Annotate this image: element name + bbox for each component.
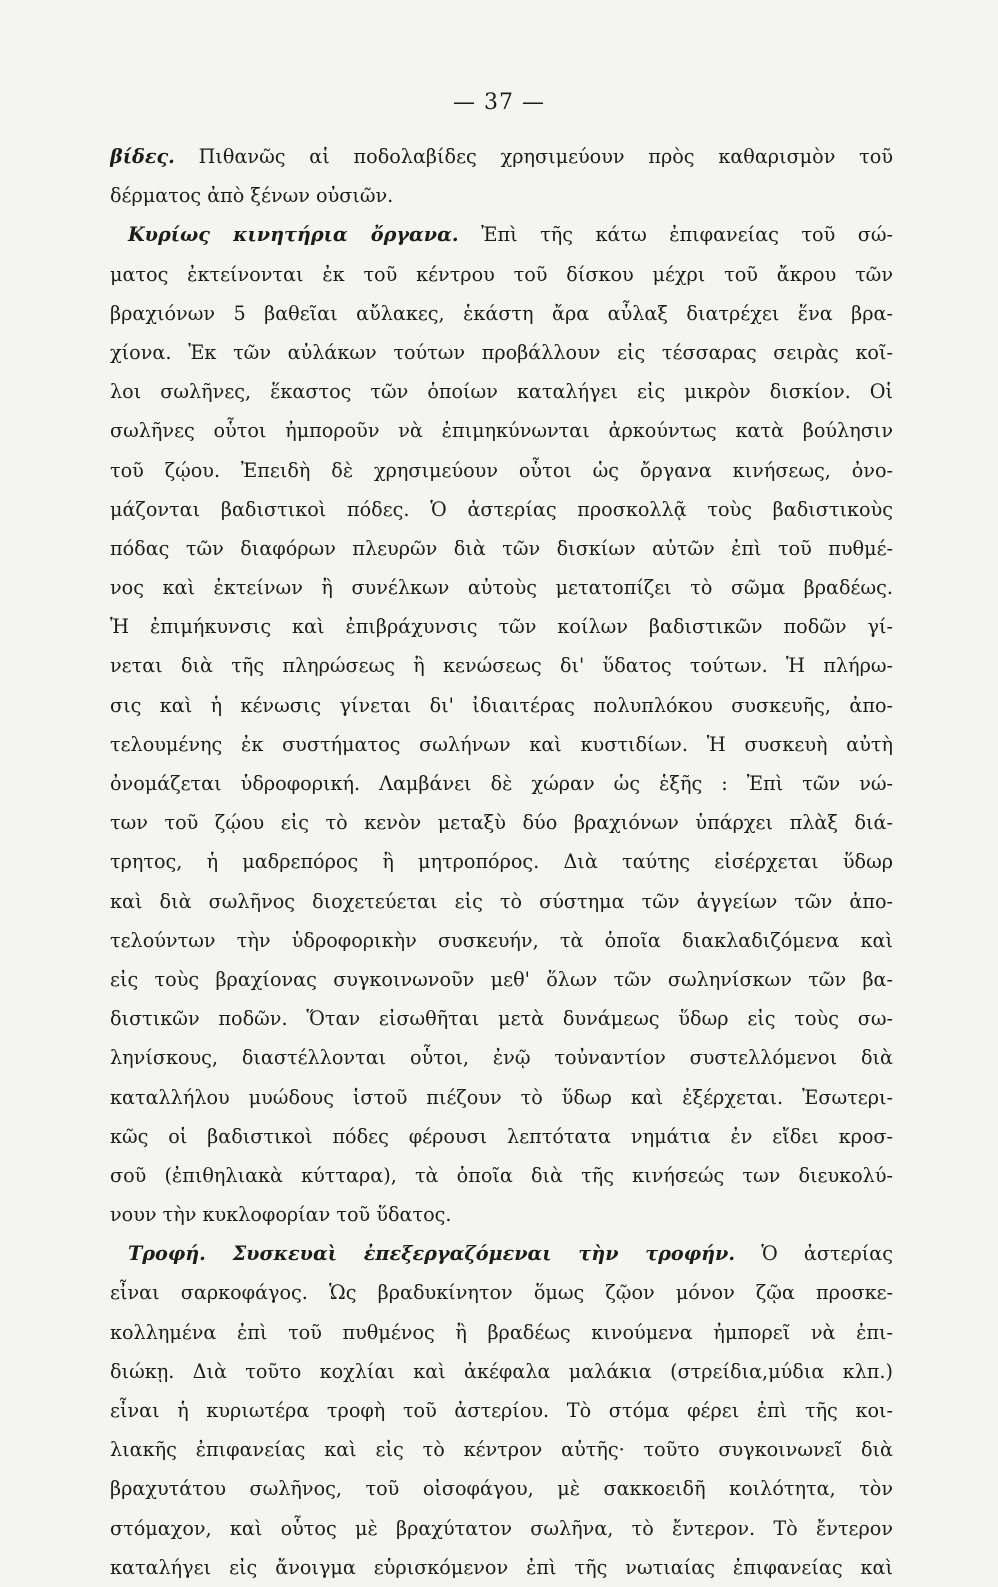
text-line xyxy=(110,490,893,529)
text-line xyxy=(110,1234,893,1273)
text-segment: πόδας τῶν διαφόρων πλευρῶν διὰ τῶν δισκίων αὐτῶν ἐπὶ τοῦ πυθμέ- xyxy=(110,536,893,560)
text-line xyxy=(110,529,893,568)
text-line xyxy=(110,999,893,1038)
text-line xyxy=(110,1078,893,1117)
text-segment: βραχυτάτου σωλῆνος, τοῦ οἰσοφάγου, μὲ σακκοειδῆ κοιλότητα, τὸν xyxy=(110,1477,893,1501)
text-segment: μάζονται βαδιστικοὶ πόδες. Ὁ ἀστερίας προσκολλᾷ τοὺς βαδιστικοὺς xyxy=(110,497,893,521)
text-line xyxy=(110,764,893,803)
text-line xyxy=(110,1469,893,1508)
text-line xyxy=(110,215,893,254)
text-line xyxy=(110,803,893,842)
text-segment: καὶ διὰ σωλῆνος διοχετεύεται εἰς τὸ σύστημα τῶν ἀγγείων τῶν ἀπο- xyxy=(110,889,893,913)
section-heading: βίδες. xyxy=(110,145,175,168)
text-segment: λιακῆς ἐπιφανείας καὶ εἰς τὸ κέντρον αὐτῆς· τοῦτο συγκοινωνεῖ διὰ xyxy=(110,1438,893,1462)
text-line xyxy=(110,411,893,450)
text-segment: Ἐπὶ τῆς κάτω ἐπιφανείας τοῦ σώ- xyxy=(458,223,893,247)
text-segment: τρητος, ἡ μαδρεπόρος ἢ μητροπόρος. Διὰ ταύτης εἰσέρχεται ὕδωρ xyxy=(110,850,893,874)
text-segment: σις καὶ ἡ κένωσις γίνεται δι' ἰδιαιτέρας πολυπλόκου συσκευῆς, ἀπο- xyxy=(110,693,893,717)
text-line xyxy=(110,686,893,725)
text-line xyxy=(110,176,893,215)
text-segment: διστικῶν ποδῶν. Ὅταν εἰσωθῆται μετὰ δυνάμεως ὕδωρ εἰς τοὺς σω- xyxy=(110,1007,893,1031)
text-segment: νεται διὰ τῆς πληρώσεως ἢ κενώσεως δι' ὕδατος τούτων. Ἡ πλήρω- xyxy=(110,654,893,678)
text-segment: Ἡ ἐπιμήκυνσις καὶ ἐπιβράχυνσις τῶν κοίλων βαδιστικῶν ποδῶν γί- xyxy=(110,615,893,639)
text-line xyxy=(110,1273,893,1312)
text-line xyxy=(110,1430,893,1469)
section-heading: Τροφή. Συσκευαὶ ἐπεξεργαζόμεναι τὴν τροφήν. xyxy=(128,1242,736,1266)
text-line xyxy=(110,137,893,176)
text-line xyxy=(110,882,893,921)
text-segment: στόμαχον, καὶ οὗτος μὲ βραχύτατον σωλῆνα, τὸ ἔντερον. Τὸ ἔντερον xyxy=(110,1516,893,1540)
text-line xyxy=(110,255,893,294)
text-line xyxy=(110,1195,893,1234)
text-segment: νουν τὴν κυκλοφορίαν τοῦ ὕδατος. xyxy=(110,1203,452,1227)
text-segment: διώκῃ. Διὰ τοῦτο κοχλίαι καὶ ἀκέφαλα μαλάκια (στρείδια,μύδια κλπ.) xyxy=(110,1359,893,1383)
text-segment: των τοῦ ζῴου εἰς τὸ κενὸν μεταξὺ δύο βραχιόνων ὑπάρχει πλὰξ διά- xyxy=(110,811,893,835)
text-segment: σοῦ (ἐπιθηλιακὰ κύτταρα), τὰ ὁποῖα διὰ τῆς κινήσεώς των διευκολύ- xyxy=(110,1163,893,1187)
text-line xyxy=(110,568,893,607)
text-segment: βραχιόνων 5 βαθεῖαι αὔλακες, ἑκάστη ἄρα αὖλαξ διατρέχει ἕνα βρα- xyxy=(110,301,893,325)
text-segment: Ὁ ἀστερίας xyxy=(735,1242,893,1266)
text-line xyxy=(110,1548,893,1587)
text-line xyxy=(110,1352,893,1391)
text-segment: δέρματος ἀπὸ ξένων οὐσιῶν. xyxy=(110,184,394,208)
text-segment: σωλῆνες οὗτοι ἠμποροῦν νὰ ἐπιμηκύνωνται ἀρκούντως κατὰ βούλησιν xyxy=(110,419,893,443)
text-segment: τοῦ ζῴου. Ἐπειδὴ δὲ χρησιμεύουν οὗτοι ὡς ὄργανα κινήσεως, ὀνο- xyxy=(110,458,893,482)
text-segment: ὀνομάζεται ὑδροφορική. Λαμβάνει δὲ χώραν ὡς ἑξῆς : Ἐπὶ τῶν νώ- xyxy=(110,772,893,795)
text-line xyxy=(110,725,893,764)
text-line xyxy=(110,960,893,999)
text-segment: τελουμένης ἐκ συστήματος σωλήνων καὶ κυστιδίων. Ἡ συσκευὴ αὐτὴ xyxy=(110,732,893,756)
text-segment: εἶναι ἡ κυριωτέρα τροφὴ τοῦ ἀστερίου. Τὸ στόμα φέρει ἐπὶ τῆς κοι- xyxy=(110,1399,893,1422)
text-line xyxy=(110,333,893,372)
text-line xyxy=(110,1313,893,1352)
text-segment: τελούντων τὴν ὑδροφορικὴν συσκευήν, τὰ ὁποῖα διακλαδιζόμενα καὶ xyxy=(110,928,893,952)
text-line xyxy=(110,1038,893,1077)
text-line xyxy=(110,451,893,490)
text-segment: κολλημένα ἐπὶ τοῦ πυθμένος ἢ βραδέως κινούμενα ἠμπορεῖ νὰ ἐπι- xyxy=(110,1320,893,1344)
text-segment: Πιθανῶς αἱ ποδολαβίδες χρησιμεύουν πρὸς καθαρισμὸν τοῦ xyxy=(174,145,893,168)
text-segment: εἰς τοὺς βραχίονας συγκοινωνοῦν μεθ' ὅλων τῶν σωληνίσκων τῶν βα- xyxy=(110,967,893,991)
text-line xyxy=(110,607,893,646)
text-line xyxy=(110,1156,893,1195)
section-heading: Κυρίως κινητήρια ὄργανα. xyxy=(128,223,459,247)
text-line xyxy=(110,372,893,411)
text-line xyxy=(110,1117,893,1156)
text-line xyxy=(110,921,893,960)
text-line xyxy=(110,646,893,685)
text-segment: νος καὶ ἐκτείνων ἢ συνέλκων αὐτοὺς μετατοπίζει τὸ σῶμα βραδέως. xyxy=(110,576,893,600)
page-number: — 37 — xyxy=(453,90,545,115)
text-segment: εἶναι σαρκοφάγος. Ὡς βραδυκίνητον ὅμως ζῷον μόνον ζῷα προσκε- xyxy=(110,1281,893,1305)
text-segment: χίονα. Ἐκ τῶν αὐλάκων τούτων προβάλλουν εἰς τέσσαρας σειρὰς κοῖ- xyxy=(110,340,893,364)
body-text xyxy=(110,137,893,1587)
text-segment: ληνίσκους, διαστέλλονται οὗτοι, ἐνῷ τοὐναντίον συστελλόμενοι διὰ xyxy=(110,1046,893,1070)
text-line xyxy=(110,842,893,881)
text-segment: ματος ἐκτείνονται ἐκ τοῦ κέντρου τοῦ δίσκου μέχρι τοῦ ἄκρου τῶν xyxy=(110,262,893,286)
text-segment: καταλήγει εἰς ἄνοιγμα εὑρισκόμενον ἐπὶ τῆς νωτιαίας ἐπιφανείας καὶ xyxy=(110,1555,893,1579)
text-line xyxy=(110,1509,893,1548)
text-segment: λοι σωλῆνες, ἕκαστος τῶν ὁποίων καταλήγει εἰς μικρὸν δισκίον. Οἱ xyxy=(110,380,893,404)
text-line xyxy=(110,294,893,333)
text-line xyxy=(110,1391,893,1430)
text-segment: κῶς οἱ βαδιστικοὶ πόδες φέρουσι λεπτότατα νημάτια ἐν εἴδει κροσ- xyxy=(110,1124,893,1148)
text-segment: καταλλήλου μυώδους ἱστοῦ πιέζουν τὸ ὕδωρ καὶ ἐξέρχεται. Ἐσωτερι- xyxy=(110,1085,893,1109)
